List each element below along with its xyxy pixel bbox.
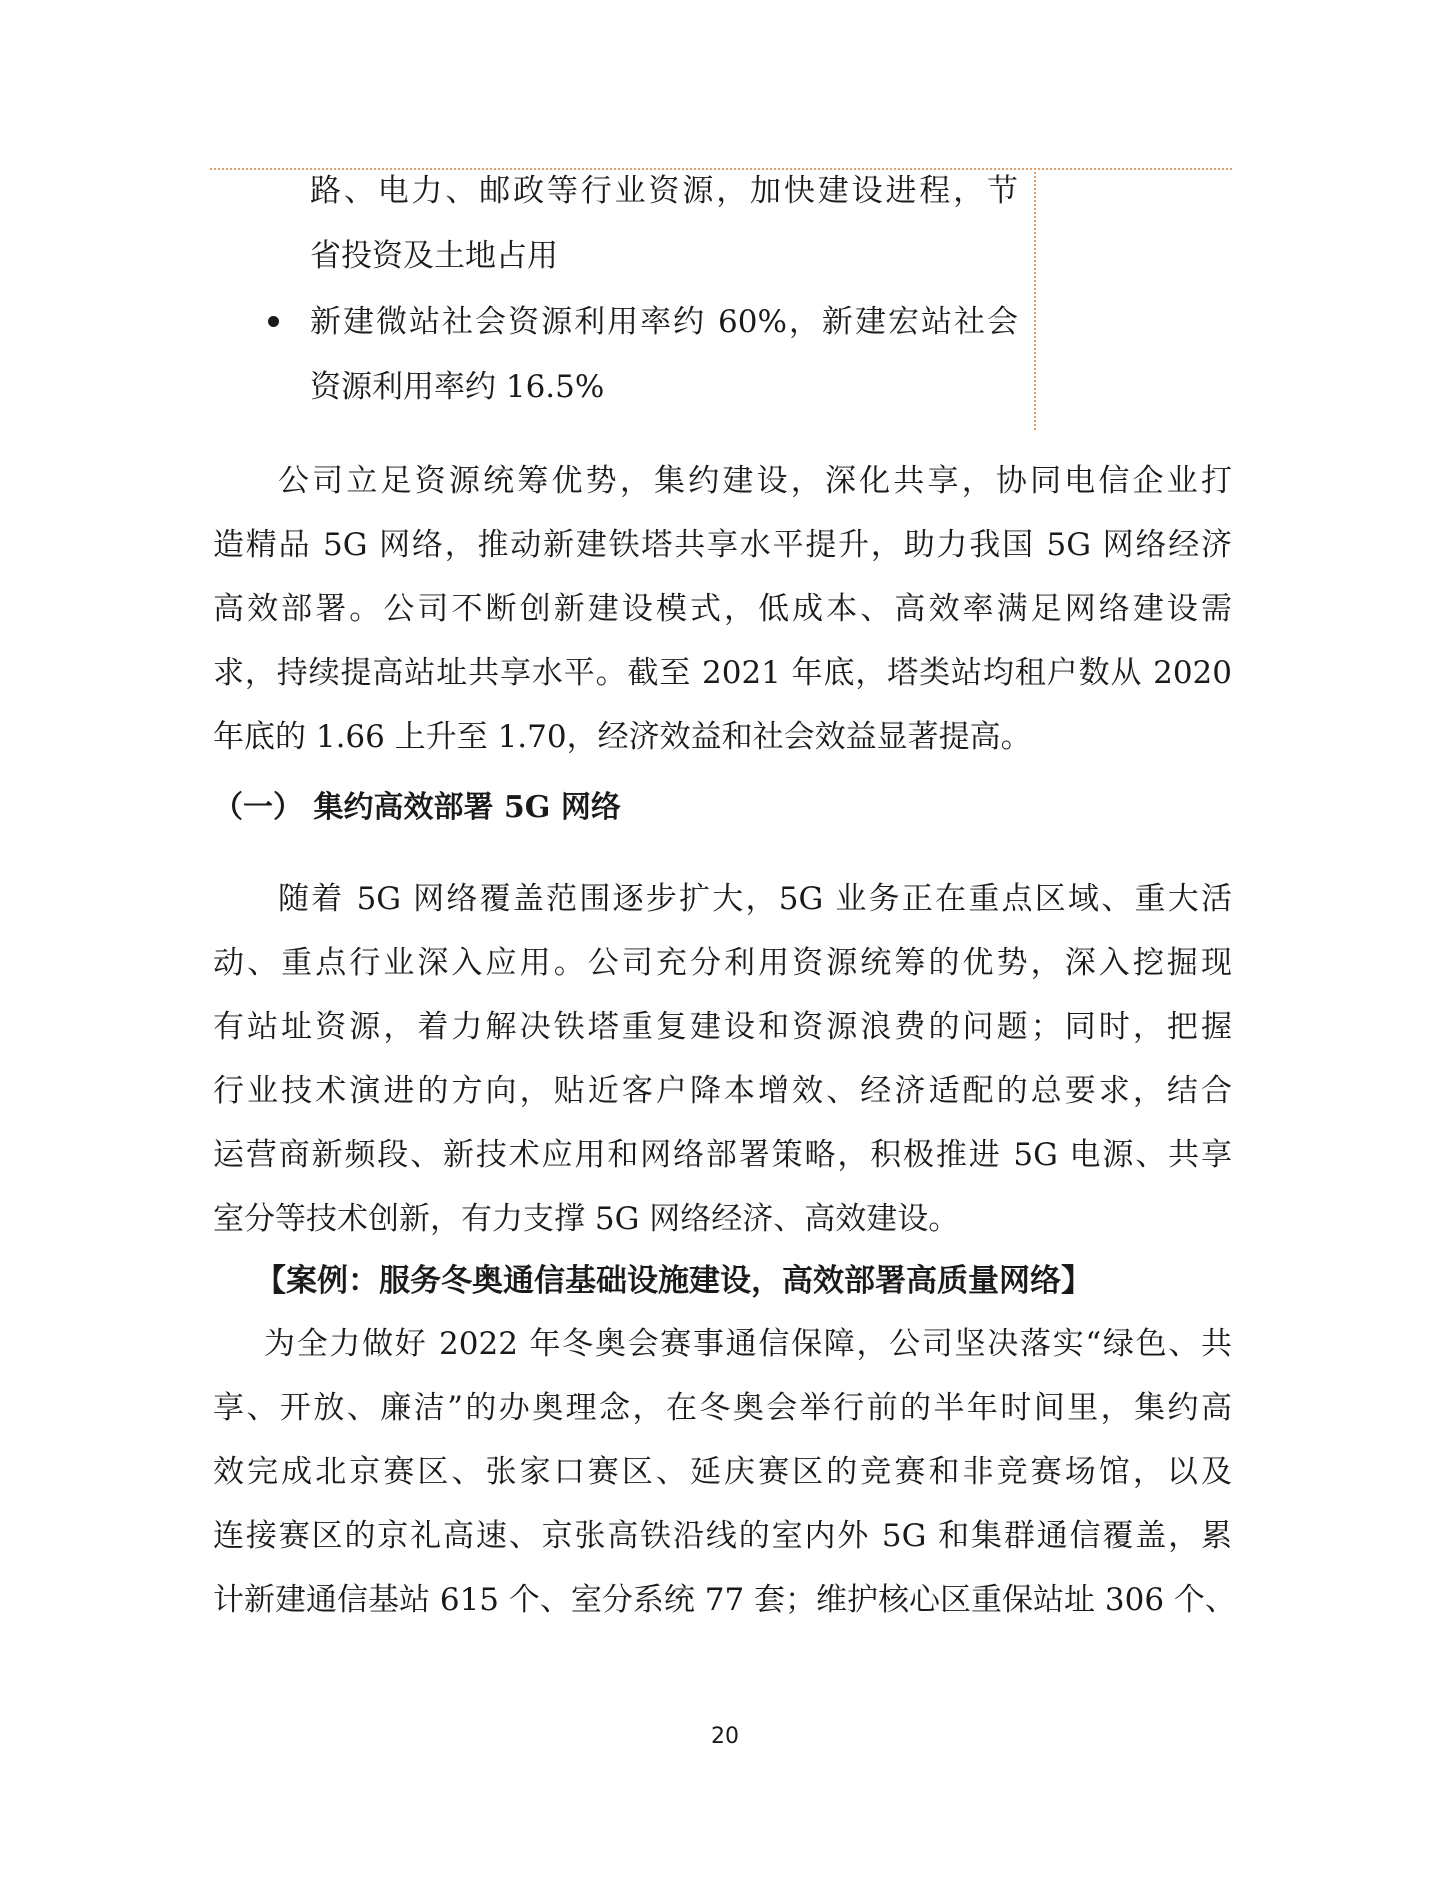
callout-line: 路、电力、邮政等行业资源，加快建设进程，节	[310, 173, 1018, 209]
paragraph-line: 行业技术演进的方向，贴近客户降本增效、经济适配的总要求，结合	[213, 1073, 1232, 1109]
paragraph-line: 高效部署。公司不断创新建设模式，低成本、高效率满足网络建设需	[213, 591, 1232, 627]
paragraph-line: 效完成北京赛区、张家口赛区、延庆赛区的竞赛和非竞赛场馆，以及	[213, 1454, 1232, 1490]
callout-line: 新建微站社会资源利用率约 60%，新建宏站社会	[310, 304, 1018, 340]
paragraph-line: 动、重点行业深入应用。公司充分利用资源统筹的优势，深入挖掘现	[213, 945, 1232, 981]
paragraph-line: 连接赛区的京礼高速、京张高铁沿线的室内外 5G 和集群通信覆盖，累	[213, 1518, 1232, 1554]
section-heading: （一） 集约高效部署 5G 网络	[213, 790, 621, 825]
callout-line: 省投资及土地占用	[310, 238, 558, 274]
bullet-icon	[268, 316, 279, 327]
paragraph-line: 求，持续提高站址共享水平。截至 2021 年底，塔类站均租户数从 2020	[213, 655, 1232, 691]
paragraph-line: 享、开放、廉洁”的办奥理念，在冬奥会举行前的半年时间里，集约高	[213, 1390, 1232, 1426]
callout-box-top-border	[210, 168, 1232, 170]
callout-line: 资源利用率约 16.5%	[310, 369, 605, 405]
paragraph-line: 造精品 5G 网络，推动新建铁塔共享水平提升，助力我国 5G 网络经济	[213, 527, 1232, 563]
paragraph-line: 计新建通信基站 615 个、室分系统 77 套；维护核心区重保站址 306 个、	[213, 1582, 1236, 1618]
paragraph-line: 随着 5G 网络覆盖范围逐步扩大，5G 业务正在重点区域、重大活	[278, 881, 1232, 917]
paragraph-line: 为全力做好 2022 年冬奥会赛事通信保障，公司坚决落实“绿色、共	[264, 1326, 1232, 1362]
page-number: 20	[711, 1724, 739, 1749]
paragraph-line: 公司立足资源统筹优势，集约建设，深化共享，协同电信企业打	[278, 463, 1232, 499]
callout-box-right-border	[1034, 168, 1036, 430]
case-title: 【案例：服务冬奥通信基础设施建设，高效部署高质量网络】	[255, 1263, 1092, 1299]
paragraph-line: 有站址资源，着力解决铁塔重复建设和资源浪费的问题；同时，把握	[213, 1009, 1232, 1045]
paragraph-line: 室分等技术创新，有力支撑 5G 网络经济、高效建设。	[213, 1201, 960, 1237]
paragraph-line: 年底的 1.66 上升至 1.70，经济效益和社会效益显著提高。	[213, 719, 1032, 755]
paragraph-line: 运营商新频段、新技术应用和网络部署策略，积极推进 5G 电源、共享	[213, 1137, 1232, 1173]
